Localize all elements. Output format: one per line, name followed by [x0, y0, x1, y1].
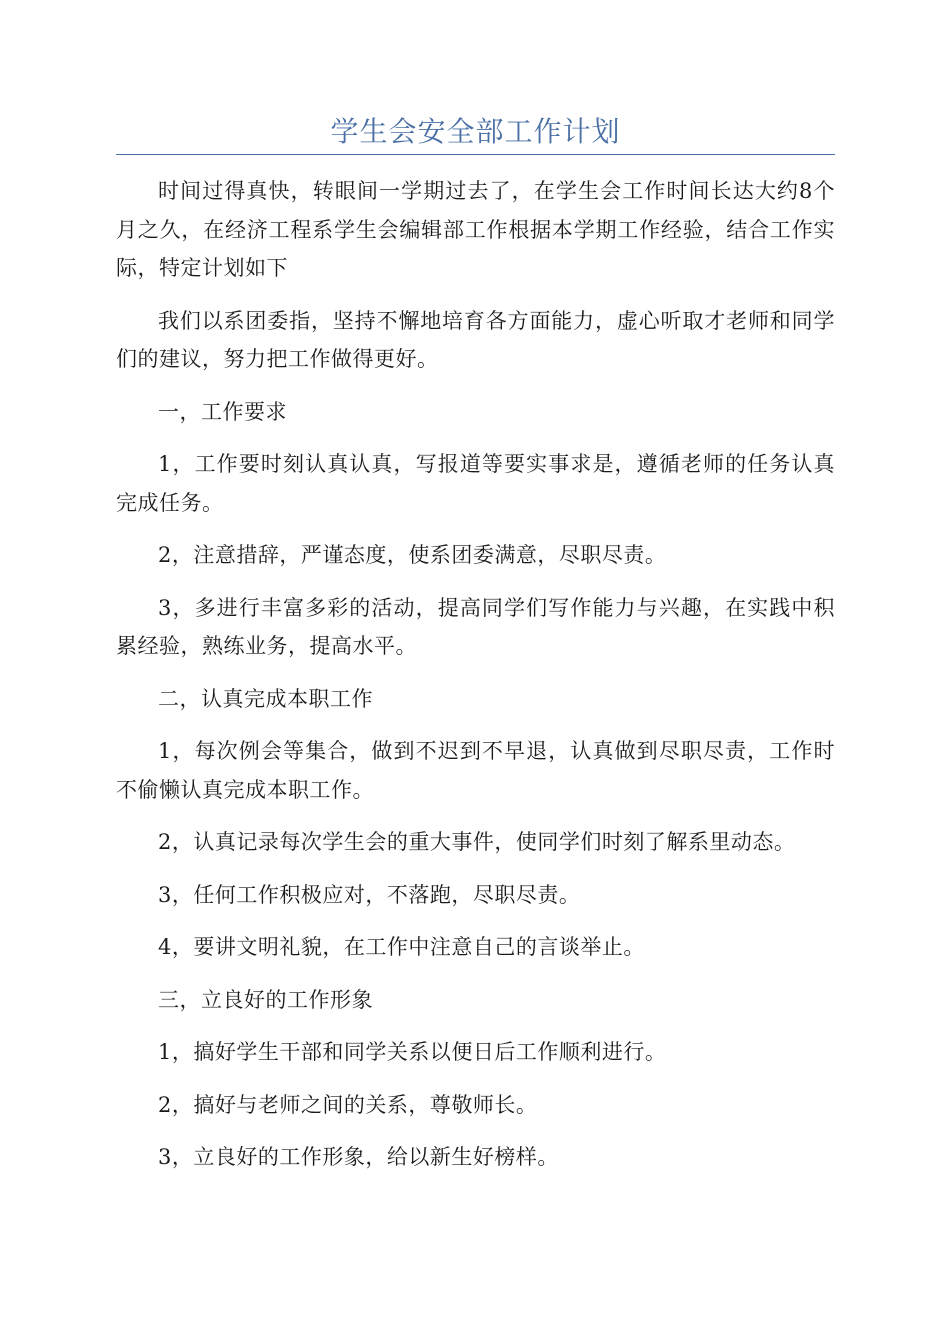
list-item: 2，认真记录每次学生会的重大事件，使同学们时刻了解系里动态。	[158, 830, 796, 854]
list-item: 1，每次例会等集合，做到不迟到不早退，认真做到尽职尽责，工作时不偷懒认真完成本职工作。	[116, 739, 835, 802]
list-item: 3，多进行丰富多彩的活动，提高同学们写作能力与兴趣，在实践中积累经验，熟练业务，提高水平。	[116, 595, 835, 658]
document-body	[116, 172, 835, 1191]
list-item: 4，要讲文明礼貌，在工作中注意自己的言谈举止。	[158, 935, 645, 959]
title-underline	[116, 154, 835, 155]
section-heading-1: 一，工作要求	[158, 399, 287, 424]
list-item: 3，立良好的工作形象，给以新生好榜样。	[158, 1145, 559, 1169]
paragraph-intro: 时间过得真快，转眼间一学期过去了，在学生会工作时间长达大约8个月之久，在经济工程系学生会编辑部工作根据本学期工作经验，结合工作实际，特定计划如下	[116, 179, 835, 280]
list-item: 1，搞好学生干部和同学关系以便日后工作顺利进行。	[158, 1040, 667, 1064]
list-item: 2，注意措辞，严谨态度，使系团委满意，尽职尽责。	[158, 543, 667, 567]
list-item: 3，任何工作积极应对，不落跑，尽职尽责。	[158, 882, 581, 907]
document-title: 学生会安全部工作计划	[330, 115, 621, 148]
list-item: 2，搞好与老师之间的关系，尊敬师长。	[158, 1092, 538, 1117]
list-item: 1，工作要时刻认真认真，写报道等要实事求是，遵循老师的任务认真完成任务。	[116, 452, 835, 515]
paragraph-guidance: 我们以系团委指，坚持不懈地培育各方面能力，虚心听取才老师和同学们的建议，努力把工作做得更好。	[116, 308, 835, 371]
section-heading-2: 二，认真完成本职工作	[158, 686, 373, 711]
section-heading-3: 三，立良好的工作形象	[158, 987, 373, 1012]
